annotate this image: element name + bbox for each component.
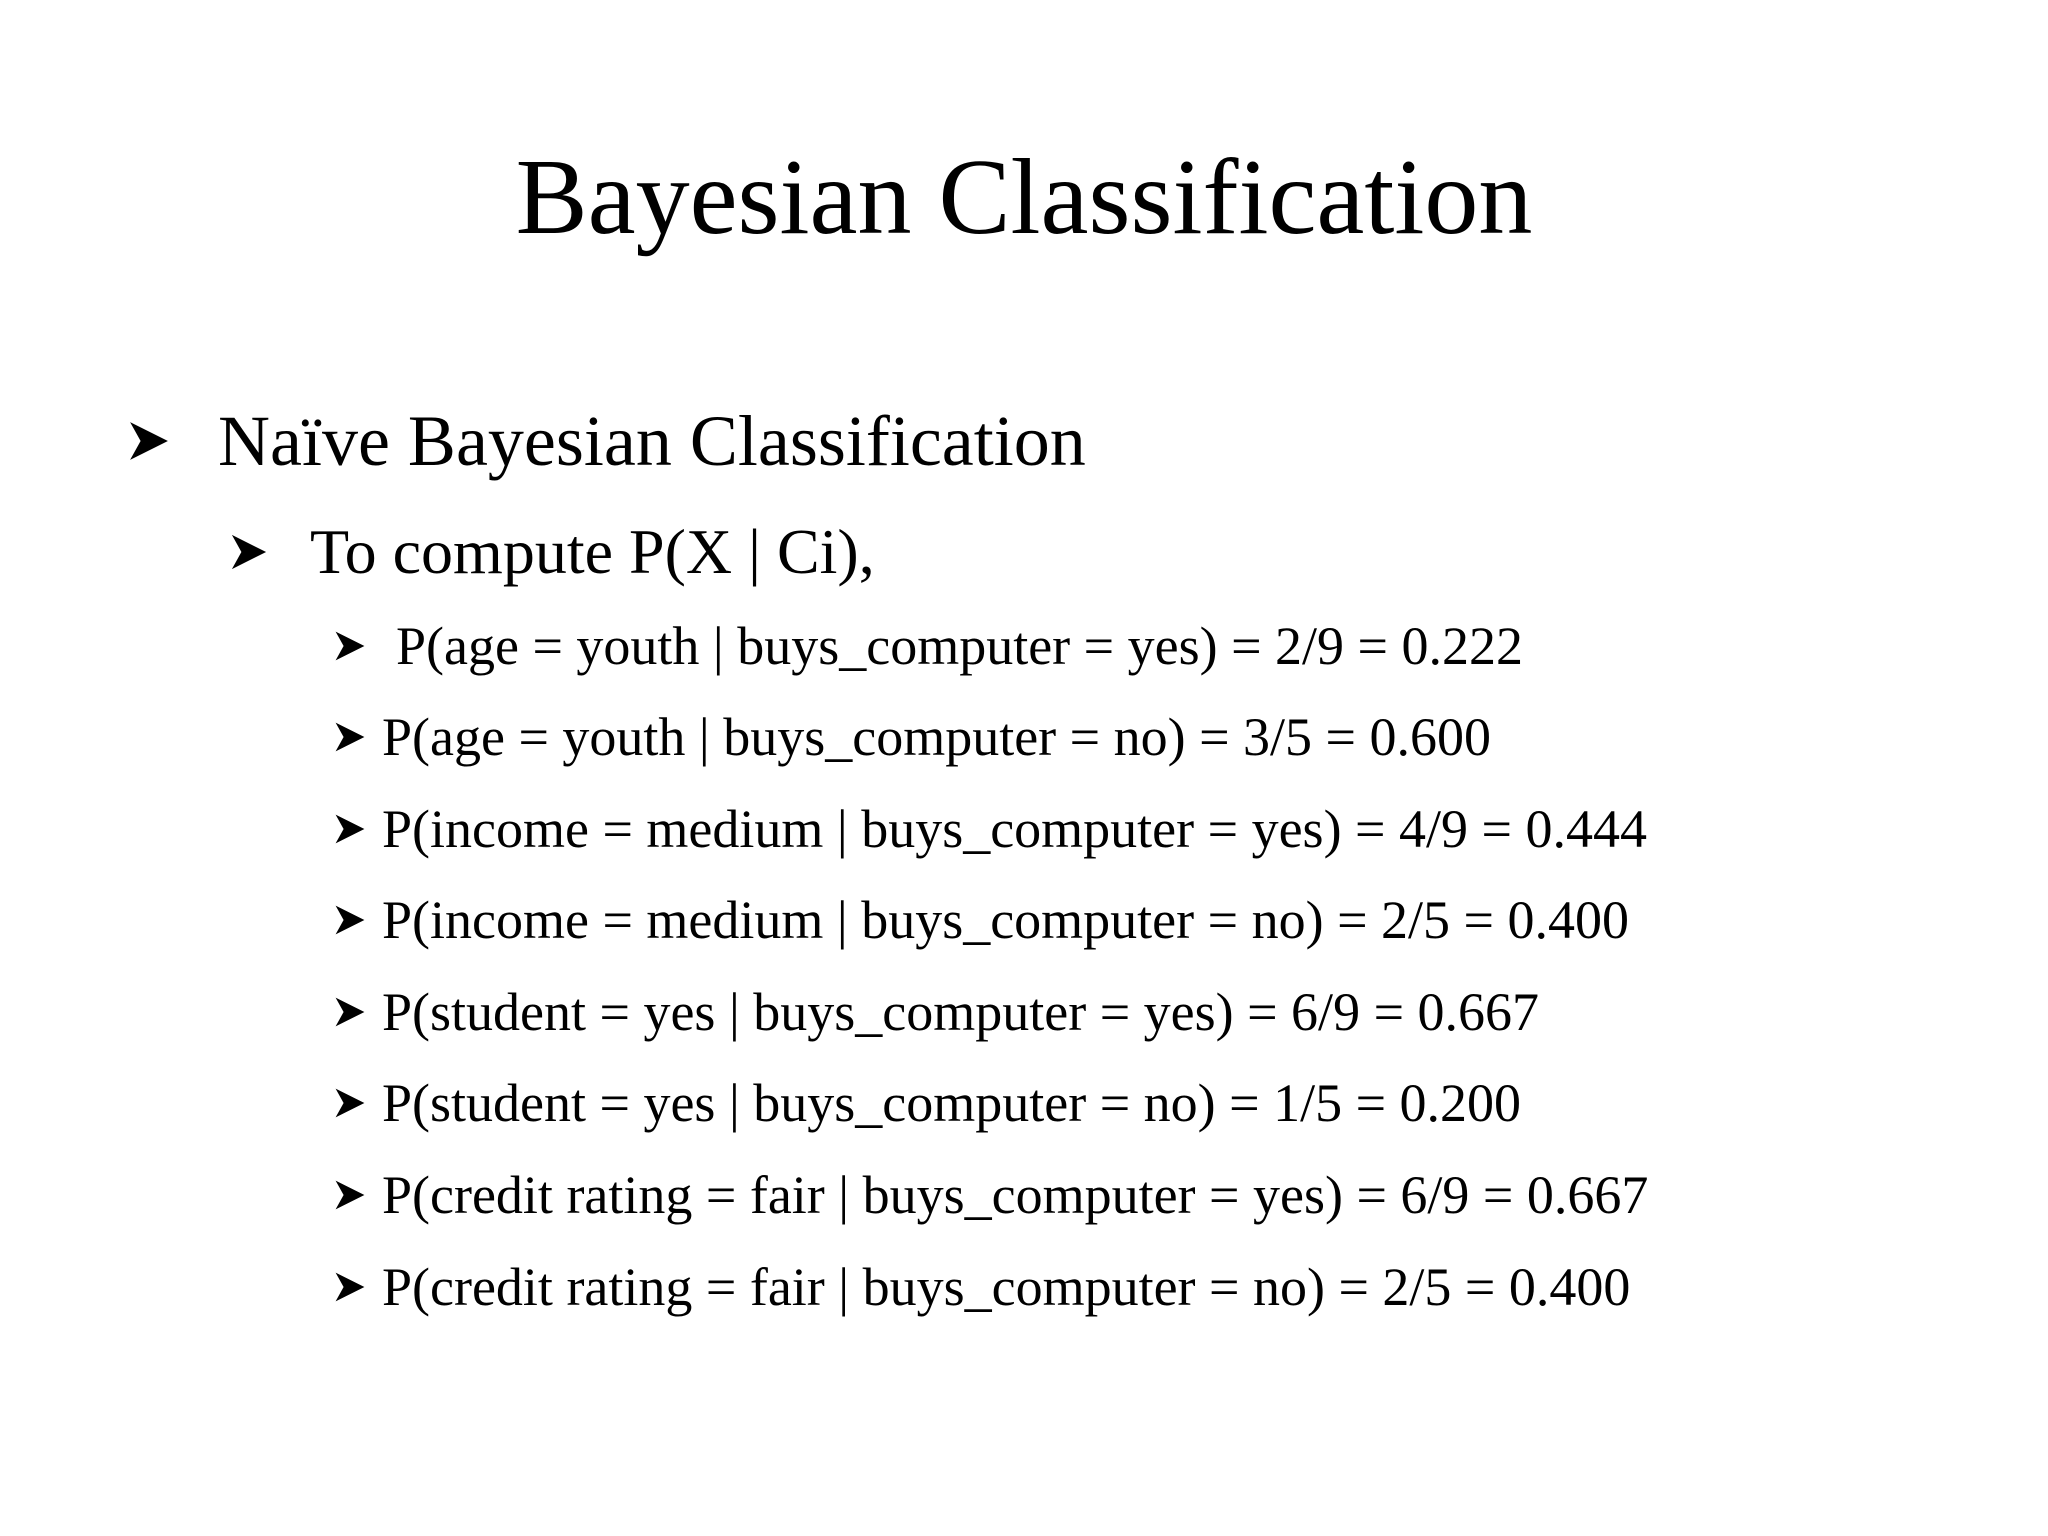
arrowhead-bullet-icon <box>334 813 382 845</box>
bullet-level3-text: P(credit rating = fair | buys_computer = no) = 2/5 = 0.400 <box>382 1257 1631 1317</box>
bullet-level3-text: P(age = youth | buys_computer = no) = 3/5 = 0.600 <box>382 707 1492 767</box>
bullet-level3-text: P(student = yes | buys_computer = yes) = 6/9 = 0.667 <box>382 982 1540 1042</box>
arrowhead-bullet-icon <box>334 1087 382 1119</box>
bullet-level3-item <box>334 797 1647 861</box>
bullet-level3-item <box>334 980 1539 1044</box>
bullet-level3-text: P(credit rating = fair | buys_computer = yes) = 6/9 = 0.667 <box>382 1165 1649 1225</box>
arrowhead-bullet-icon <box>334 721 382 753</box>
bullet-level1 <box>128 400 1086 482</box>
bullet-level3-text: P(income = medium | buys_computer = yes) = 4/9 = 0.444 <box>382 799 1647 859</box>
arrowhead-bullet-icon <box>334 1271 382 1303</box>
arrowhead-bullet-icon <box>334 996 382 1028</box>
bullet-level2 <box>230 516 875 588</box>
slide-title: Bayesian Classification <box>515 138 1533 257</box>
bullet-level3-item <box>334 1255 1630 1319</box>
bullet-level3-text: P(student = yes | buys_computer = no) = 1/5 = 0.200 <box>382 1073 1522 1133</box>
bullet-level3-text: P(income = medium | buys_computer = no) = 2/5 = 0.400 <box>382 890 1629 950</box>
arrowhead-bullet-icon <box>334 630 396 662</box>
bullet-level3-item <box>334 888 1629 952</box>
bullet-level2-text: To compute P(X | Ci), <box>310 516 875 587</box>
bullet-level3-item <box>334 1071 1521 1135</box>
bullet-level3-item <box>334 1163 1648 1227</box>
arrowhead-bullet-icon <box>334 904 382 936</box>
bullet-level3-item <box>334 614 1523 678</box>
arrowhead-bullet-icon <box>128 420 218 462</box>
bullet-level3-item <box>334 705 1491 769</box>
bullet-level3-text: P(age = youth | buys_computer = yes) = 2/9 = 0.222 <box>396 616 1523 676</box>
arrowhead-bullet-icon <box>334 1179 382 1211</box>
arrowhead-bullet-icon <box>230 533 310 571</box>
bullet-level1-text: Naïve Bayesian Classification <box>218 400 1086 481</box>
